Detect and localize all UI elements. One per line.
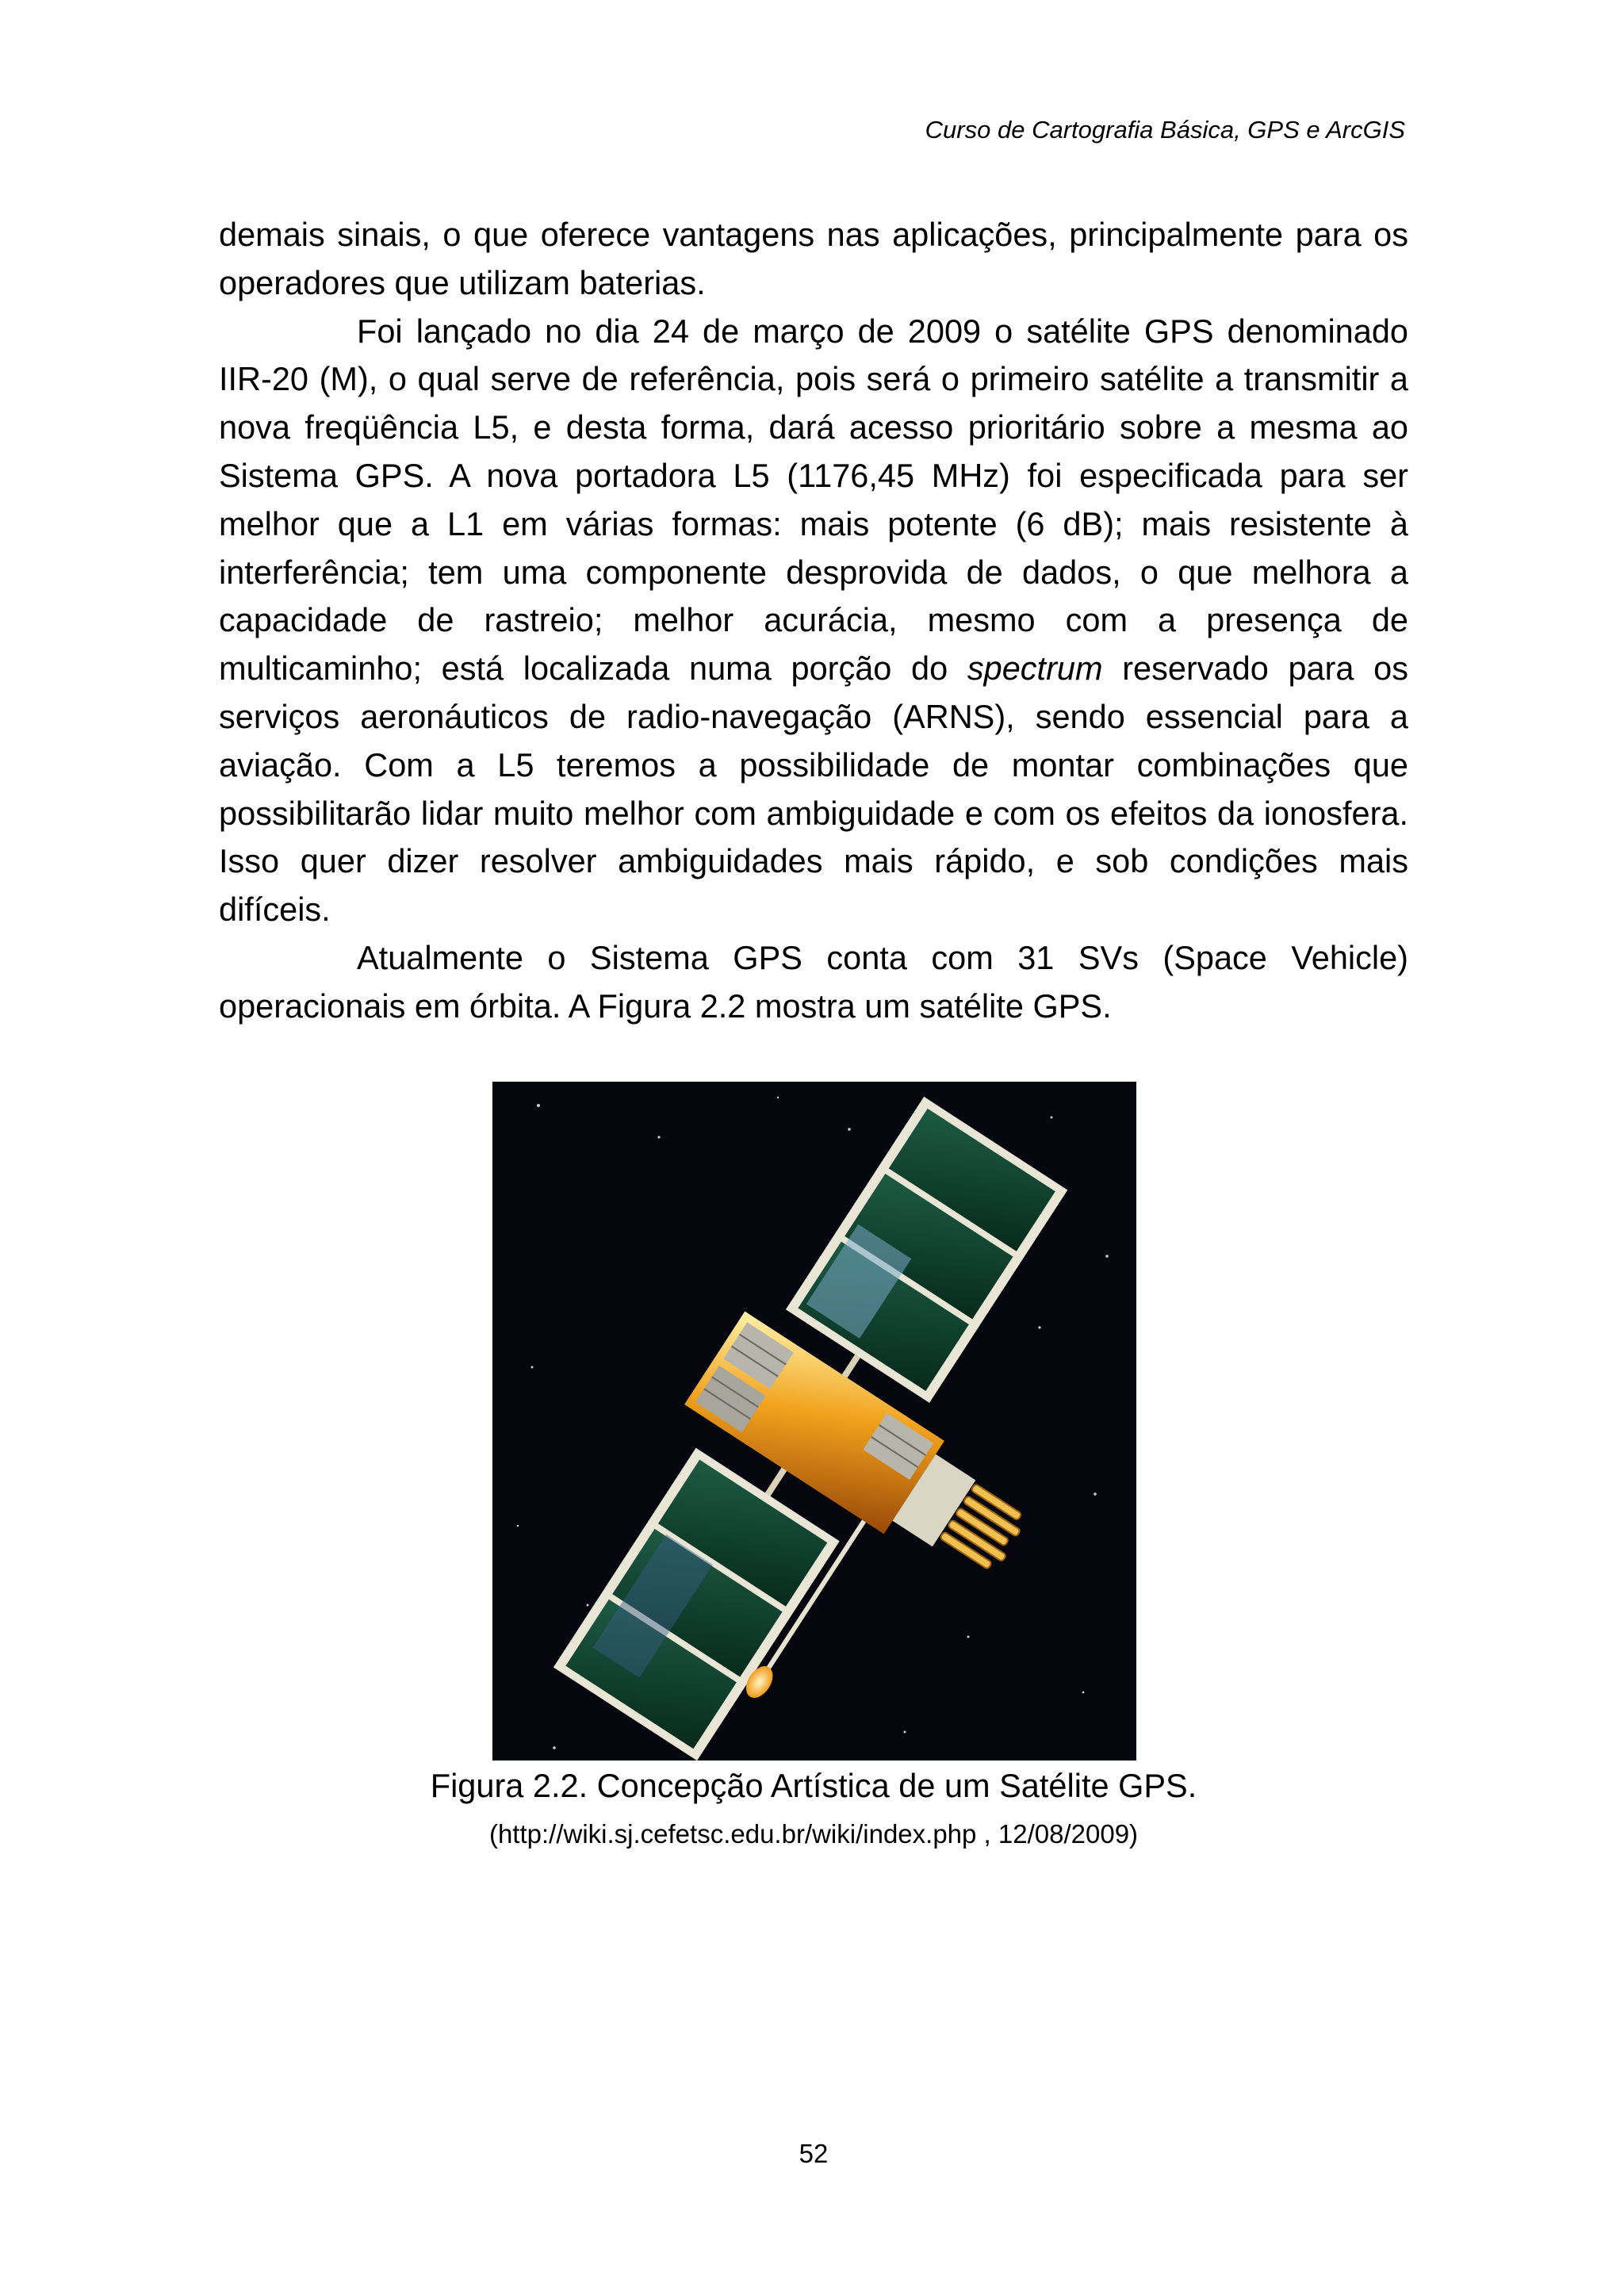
page-number: 52: [799, 2139, 829, 2168]
figure-source: (http://wiki.sj.cefetsc.edu.br/wiki/index.php , 12/08/2009): [488, 1819, 1139, 1849]
paragraph-2-text-a: Foi lançado no dia 24 de março de 2009 o satélite GPS denominado IIR-20 (M), o qual serve de referência, pois será o primeiro satélite a transmitir a nova freqüência L5, e desta forma, dará acesso prioritário sobre a mesma ao Sistema GPS. A nova portadora L5 (1176,45 MHz) foi especificada para ser melhor que a L1 em várias formas: mais potente (6 dB); mais resistente à interferência; tem uma componente desprovida de dados, o que melhora a capacidade de rastreio; melhor acurácia, mesmo com a presença de multicaminho; está localizada numa porção do: [219, 312, 1408, 688]
paragraph-3: Atualmente o Sistema GPS conta com 31 SVs (Space Vehicle) operacionais em órbita. A Figura 2.2 mostra um satélite GPS.: [219, 938, 1408, 1025]
emphasis-spectrum: spectrum: [967, 649, 1103, 688]
body-text: [219, 211, 1408, 1031]
satellite-illustration: [492, 1082, 1136, 1761]
running-header: Curso de Cartografia Básica, GPS e ArcGIS: [925, 116, 1405, 144]
paragraph-2: [219, 308, 1408, 934]
satellite-figure: [492, 1082, 1136, 1761]
figure-caption: Figura 2.2. Concepção Artística de um Satélite GPS.: [430, 1767, 1197, 1804]
paragraph-2-text-b: reservado para os serviços aeronáuticos de radio-navegação (ARNS), sendo essencial para a aviação. Com a L5 teremos a possibilidade de montar combinações que possibilitarão lidar muito melhor com ambiguidade e com os efeitos da ionosfera. Isso quer dizer resolver ambiguidades mais rápido, e sob condições mais difíceis.: [219, 649, 1408, 929]
paragraph-1: demais sinais, o que oferece vantagens nas aplicações, principalmente para os operadores que utilizam baterias.: [219, 216, 1408, 301]
